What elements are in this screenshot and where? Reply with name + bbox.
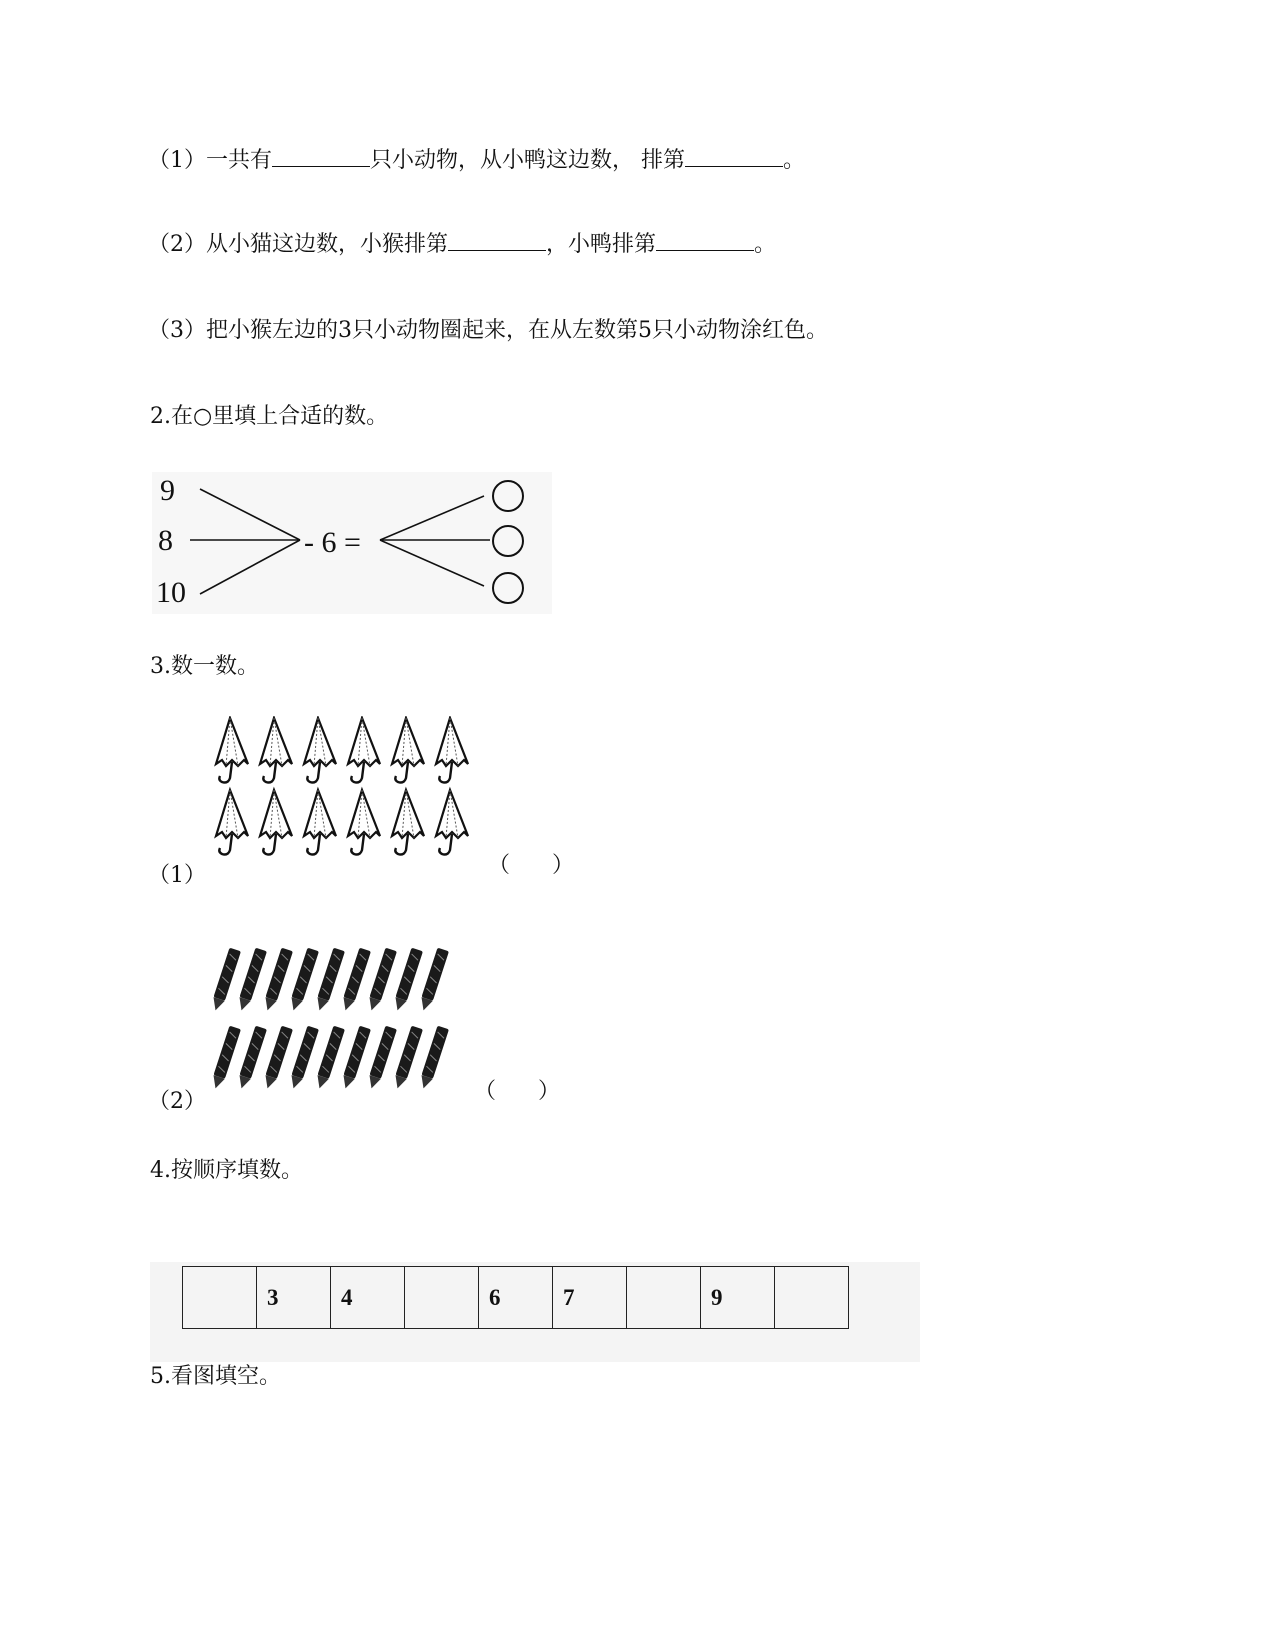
umbrella-icon	[216, 790, 248, 855]
sequence-cell-7[interactable]	[627, 1267, 701, 1329]
q1-sub1-mid: 只小动物，从小鸭这边数， 排第	[370, 148, 685, 173]
pencil-icon	[288, 1026, 319, 1091]
umbrella-grid	[200, 716, 490, 886]
pencil-icon	[314, 1026, 345, 1091]
umbrella-icon	[304, 790, 336, 855]
pencil-icon	[262, 1026, 293, 1091]
q1-sub2-end: 。	[754, 232, 777, 257]
answer-circle-1[interactable]	[493, 481, 523, 511]
sequence-cell-2: 3	[257, 1267, 331, 1329]
pencil-icon	[366, 1026, 397, 1091]
q2-left-number-2: 8	[158, 524, 173, 557]
umbrella-icon	[436, 718, 468, 783]
umbrella-icon	[216, 718, 248, 783]
pencil-grid	[210, 944, 460, 1094]
pencil-icon	[288, 948, 319, 1013]
q1-sub2-blank-monkey[interactable]	[448, 230, 546, 251]
q2-line-bottom-right	[380, 540, 484, 586]
q1-sub3-text: （3）把小猴左边的3只小动物圈起来，在从左数第5只小动物涂红色。	[148, 318, 828, 343]
umbrella-icon	[260, 790, 292, 855]
answer-circle-2[interactable]	[493, 526, 523, 556]
q1-sub2-mid: ，小鸭排第	[546, 232, 657, 257]
sequence-cell-8: 9	[701, 1267, 775, 1329]
umbrella-icon	[348, 790, 380, 855]
pencil-icon	[236, 948, 267, 1013]
q2-figure	[152, 472, 552, 614]
sequence-cell-9[interactable]	[775, 1267, 849, 1329]
umbrella-icon	[260, 718, 292, 783]
pencil-icon	[392, 1026, 423, 1091]
q3-part1-label: （1）	[148, 863, 206, 888]
q1-sub1-blank-rank[interactable]	[685, 146, 783, 167]
pencil-icon	[392, 948, 423, 1013]
sequence-cell-5: 6	[479, 1267, 553, 1329]
q4-title: 4.按顺序填数。	[150, 1158, 303, 1183]
q4-sequence-background	[150, 1262, 920, 1362]
umbrella-icon	[348, 718, 380, 783]
q2-line-bottom-left	[200, 540, 300, 594]
q3-part2-answer[interactable]: （ ）	[474, 1079, 560, 1104]
q1-sub1-prefix: （1）一共有	[148, 148, 272, 173]
pencil-icon	[340, 1026, 371, 1091]
q1-sub2-blank-duck[interactable]	[656, 230, 754, 251]
q1-sub1-end: 。	[783, 148, 806, 173]
q2-subtraction-diagram	[152, 472, 552, 614]
q4-sequence-table	[182, 1266, 849, 1329]
pencil-icon	[366, 948, 397, 1013]
q1-sub1-blank-total[interactable]	[272, 146, 370, 167]
q1-sub2	[148, 230, 776, 260]
pencil-icon	[210, 1026, 241, 1091]
q3-title: 3.数一数。	[150, 654, 259, 679]
pencil-icon	[418, 948, 449, 1013]
q2-line-top-left	[200, 489, 300, 540]
q1-sub2-prefix: （2）从小猫这边数，小猴排第	[148, 232, 448, 257]
q2-operator: - 6 =	[304, 526, 361, 559]
q1-sub1	[148, 146, 805, 176]
pencil-icon	[314, 948, 345, 1013]
q5-title: 5.看图填空。	[150, 1364, 281, 1389]
pencil-icon	[210, 948, 241, 1013]
q3-part2-label: （2）	[148, 1089, 206, 1114]
q3-part1-answer[interactable]: （ ）	[488, 853, 574, 878]
answer-circle-3[interactable]	[493, 573, 523, 603]
umbrella-icon	[304, 718, 336, 783]
pencil-icon	[418, 1026, 449, 1091]
q3-umbrella-group	[200, 716, 490, 886]
q2-line-top-right	[380, 496, 484, 540]
q3-pencil-group	[210, 944, 460, 1094]
umbrella-icon	[436, 790, 468, 855]
sequence-cell-3: 4	[331, 1267, 405, 1329]
pencil-icon	[236, 1026, 267, 1091]
sequence-cell-6: 7	[553, 1267, 627, 1329]
sequence-cell-4[interactable]	[405, 1267, 479, 1329]
q1-sub3	[148, 316, 828, 346]
umbrella-icon	[392, 790, 424, 855]
pencil-icon	[262, 948, 293, 1013]
umbrella-icon	[392, 718, 424, 783]
q2-left-number-1: 9	[160, 474, 175, 507]
pencil-icon	[340, 948, 371, 1013]
sequence-cell-1[interactable]	[183, 1267, 257, 1329]
q2-title: 2.在○里填上合适的数。	[150, 404, 389, 429]
q2-left-number-3: 10	[156, 576, 186, 609]
